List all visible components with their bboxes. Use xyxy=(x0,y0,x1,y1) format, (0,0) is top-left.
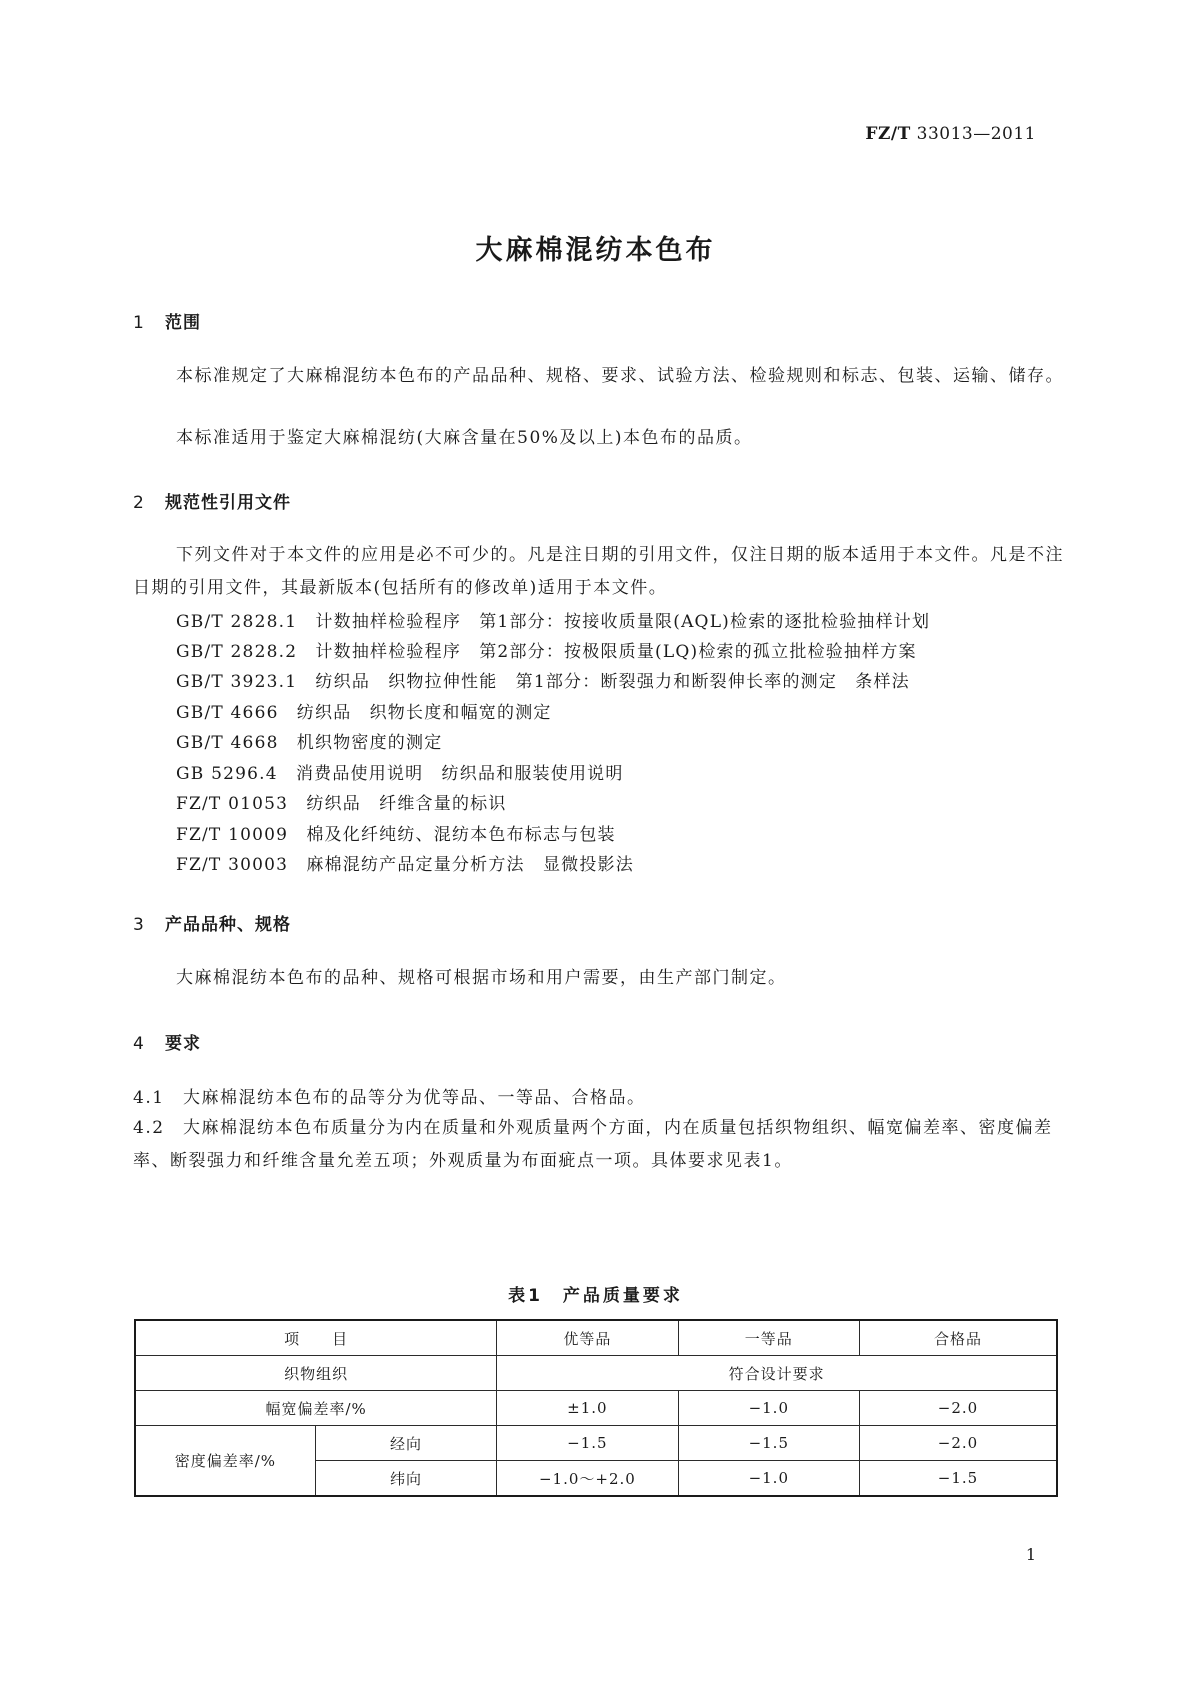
header-cell: 合格品 xyxy=(859,1320,1057,1356)
section-number: 4 xyxy=(133,1034,145,1054)
reference-item: FZ/T 30003 麻棉混纺产品定量分析方法 显微投影法 xyxy=(176,855,634,875)
section-1-heading xyxy=(133,308,201,333)
table-header-row xyxy=(135,1320,1057,1356)
section-number: 3 xyxy=(133,915,145,935)
table-cell: −1.5 xyxy=(859,1461,1057,1497)
table-cell: −1.0 xyxy=(678,1391,859,1426)
quality-table xyxy=(134,1319,1058,1497)
page-number: 1 xyxy=(1025,1545,1036,1564)
table-cell: ±1.0 xyxy=(497,1391,678,1426)
section-4-heading xyxy=(133,1029,201,1054)
header-cell: 一等品 xyxy=(678,1320,859,1356)
document-code xyxy=(865,124,1036,144)
section-title: 产品品种、规格 xyxy=(165,915,291,935)
table-cell: −1.5 xyxy=(678,1426,859,1461)
table-cell: −1.0 xyxy=(678,1461,859,1497)
table-row xyxy=(135,1391,1057,1426)
table-cell: −2.0 xyxy=(859,1426,1057,1461)
table-cell: −1.5 xyxy=(497,1426,678,1461)
header-cell: 优等品 xyxy=(497,1320,678,1356)
reference-item: GB 5296.4 消费品使用说明 纺织品和服装使用说明 xyxy=(176,764,624,784)
section-number: 1 xyxy=(133,313,145,333)
section-2-intro: 下列文件对于本文件的应用是必不可少的。凡是注日期的引用文件，仅注日期的版本适用于本文件。凡是不注日期的引用文件，其最新版本(包括所有的修改单)适用于本文件。 xyxy=(133,545,1064,598)
section-title: 范围 xyxy=(165,313,201,333)
table-caption: 表1 产品质量要求 xyxy=(508,1286,683,1306)
section-1-paragraph-1: 本标准规定了大麻棉混纺本色布的产品品种、规格、要求、试验方法、检验规则和标志、包装、运输、储存。 xyxy=(176,366,1064,386)
table-cell: 符合设计要求 xyxy=(497,1356,1057,1391)
code-number: 33013—2011 xyxy=(916,124,1036,144)
table-cell: −2.0 xyxy=(859,1391,1057,1426)
clause-4-1: 4.1 大麻棉混纺本色布的品等分为优等品、一等品、合格品。 xyxy=(133,1088,646,1108)
row-label: 密度偏差率/% xyxy=(135,1426,315,1497)
reference-item: GB/T 4666 纺织品 织物长度和幅宽的测定 xyxy=(176,703,552,723)
section-title: 要求 xyxy=(165,1034,201,1054)
section-1-paragraph-2: 本标准适用于鉴定大麻棉混纺(大麻含量在50%及以上)本色布的品质。 xyxy=(176,428,753,448)
reference-item: FZ/T 01053 纺织品 纤维含量的标识 xyxy=(176,794,507,814)
table-cell: −1.0～+2.0 xyxy=(497,1461,678,1497)
section-number: 2 xyxy=(133,493,145,513)
page-title: 大麻棉混纺本色布 xyxy=(475,235,716,266)
table-row xyxy=(135,1356,1057,1391)
row-label: 幅宽偏差率/% xyxy=(135,1391,497,1426)
reference-item: GB/T 4668 机织物密度的测定 xyxy=(176,733,443,753)
reference-item: GB/T 3923.1 纺织品 织物拉伸性能 第1部分：断裂强力和断裂伸长率的测定 条样法 xyxy=(176,672,910,692)
reference-item: FZ/T 10009 棉及化纤纯纺、混纺本色布标志与包装 xyxy=(176,825,616,845)
header-cell: 项 目 xyxy=(135,1320,497,1356)
sub-row-label: 经向 xyxy=(315,1426,496,1461)
code-prefix: FZ/T xyxy=(865,124,911,144)
section-3-paragraph: 大麻棉混纺本色布的品种、规格可根据市场和用户需要，由生产部门制定。 xyxy=(176,968,787,988)
clause-4-2: 4.2 大麻棉混纺本色布质量分为内在质量和外观质量两个方面，内在质量包括织物组织、幅宽偏差率、密度偏差率、断裂强力和纤维含量允差五项；外观质量为布面疵点一项。具体要求见表1。 xyxy=(133,1118,1053,1171)
section-3-heading xyxy=(133,910,291,935)
section-2-heading xyxy=(133,488,291,513)
table-row xyxy=(135,1426,1057,1461)
sub-row-label: 纬向 xyxy=(315,1461,496,1497)
section-title: 规范性引用文件 xyxy=(165,493,291,513)
reference-item: GB/T 2828.1 计数抽样检验程序 第1部分：按接收质量限(AQL)检索的逐批检验抽样计划 xyxy=(176,612,931,632)
reference-item: GB/T 2828.2 计数抽样检验程序 第2部分：按极限质量(LQ)检索的孤立批检验抽样方案 xyxy=(176,642,917,662)
row-label: 织物组织 xyxy=(135,1356,497,1391)
